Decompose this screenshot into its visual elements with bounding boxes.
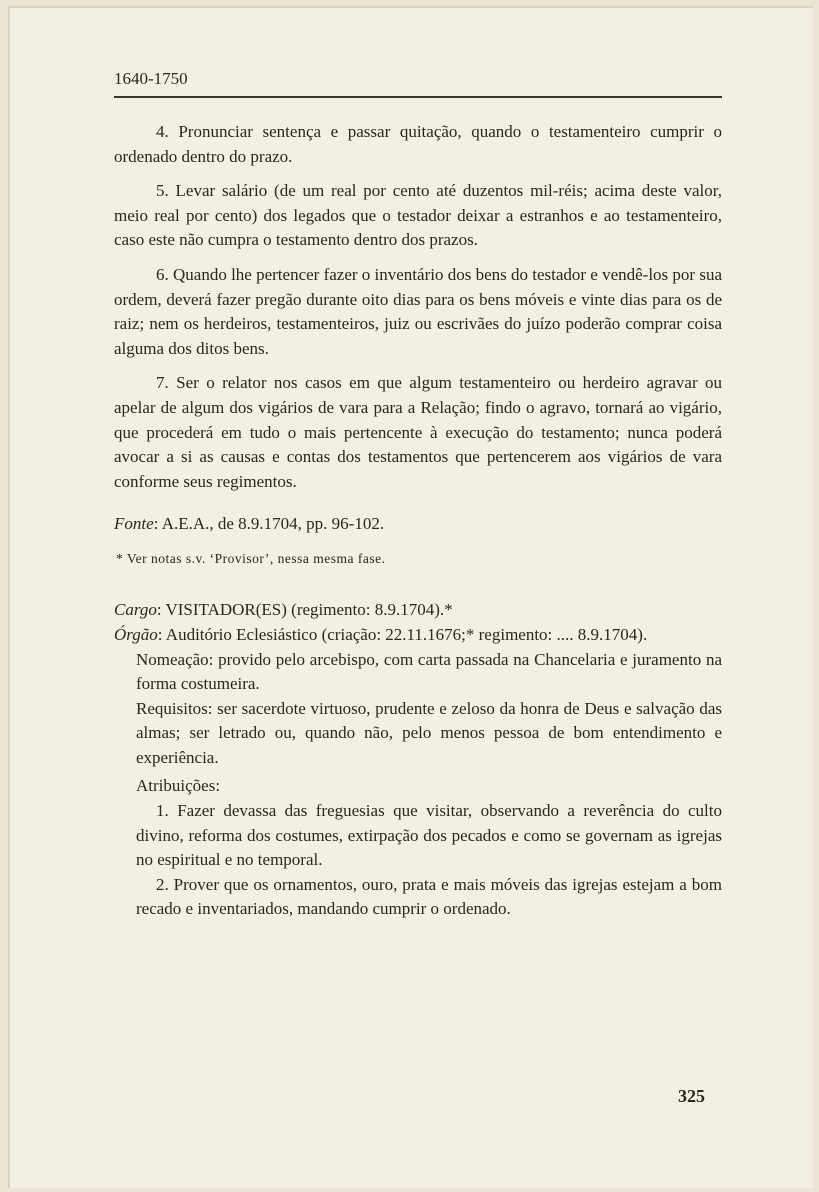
item-4-text: Pronunciar sentença e passar quitação, quando o testamenteiro cumprir o ordenado dentro do prazo.: [114, 122, 723, 166]
orgao-line: [114, 623, 722, 648]
item-4-number: 4.: [156, 122, 169, 141]
atribuicao-1: [114, 799, 722, 873]
source-text: : A.E.A., de 8.9.1704, pp. 96-102.: [153, 514, 385, 534]
running-head: 1640-1750: [114, 68, 722, 98]
atribuicao-2: [114, 873, 722, 922]
source-citation: [114, 512, 722, 536]
item-5: [114, 179, 722, 253]
orgao-label: Órgão: [114, 624, 158, 644]
cargo-label: Cargo: [114, 600, 157, 620]
atribuicoes-heading: Atribuições:: [136, 776, 221, 796]
item-6: [114, 263, 722, 361]
requisitos-paragraph: Requisitos: ser sacerdote virtuoso, prudente e zeloso da honra de Deus e salvação das almas; ser letrado ou, quando não, pelo menos pessoa de bom entendimento e experiência.: [136, 698, 722, 767]
nomeacao-paragraph: Nomeação: provido pelo arcebispo, com carta passada na Chancelaria e juramento na forma costumeira.: [136, 649, 722, 694]
atribuicao-1-number: 1.: [156, 801, 169, 821]
cargo-text: : VISITADOR(ES) (regimento: 8.9.1704).*: [156, 600, 453, 620]
source-label: Fonte: [114, 514, 154, 534]
item-5-text: Levar salário (de um real por cento até duzentos mil-réis; acima deste valor, meio real por cento) dos legados que o testador deixar a estranhos e ao testamenteiro, caso este não cumpra o testamento dentro dos prazos.: [114, 181, 723, 250]
footnote: * Ver notas s.v. ‘Provisor’, nessa mesma fase.: [116, 551, 386, 567]
page-content: [114, 68, 722, 922]
page-number: 325: [678, 1086, 705, 1106]
item-7: [114, 371, 722, 494]
atribuicao-2-text: Prover que os ornamentos, ouro, prata e mais móveis das igrejas estejam a bom recado e inventariados, mandando cumprir o ordenado.: [136, 874, 723, 919]
atribuicao-1-text: Fazer devassa das freguesias que visitar, observando a reverência do culto divino, reforma dos costumes, extirpação dos pecados e como se governam as igrejas no espiritual e no temporal.: [136, 801, 722, 870]
item-4: [114, 120, 722, 169]
cargo-section: [114, 598, 722, 922]
item-6-number: 6.: [156, 264, 169, 284]
item-6-text: Quando lhe pertencer fazer o inventário dos bens do testador e vendê-los por sua ordem, deverá fazer pregão durante oito dias para os bens móveis e vinte dias para os de raiz; nem os herdeiros, testamenteiros, juiz ou escrivães do juízo poderão comprar coisa alguma dos ditos bens.: [114, 264, 722, 358]
item-5-number: 5.: [156, 181, 169, 201]
orgao-text: : Auditório Eclesiástico (criação: 22.11.1676;* regimento: .... 8.9.1704).: [157, 624, 648, 644]
item-7-text: Ser o relator nos casos em que algum testamenteiro ou herdeiro agravar ou apelar de algum dos vigários de vara para a Relação; findo o agravo, tornará ao vigário, que procederá em tudo o mais pertencente à execução do testamento; nunca poderá avocar a si as causas e contas dos testamentos que pertencerem aos vigários de vara conforme seus regimentos.: [114, 373, 723, 491]
cargo-line: [114, 598, 722, 623]
atribuicao-2-number: 2.: [156, 874, 169, 894]
document-page: [8, 6, 813, 1188]
item-7-number: 7.: [156, 373, 169, 393]
